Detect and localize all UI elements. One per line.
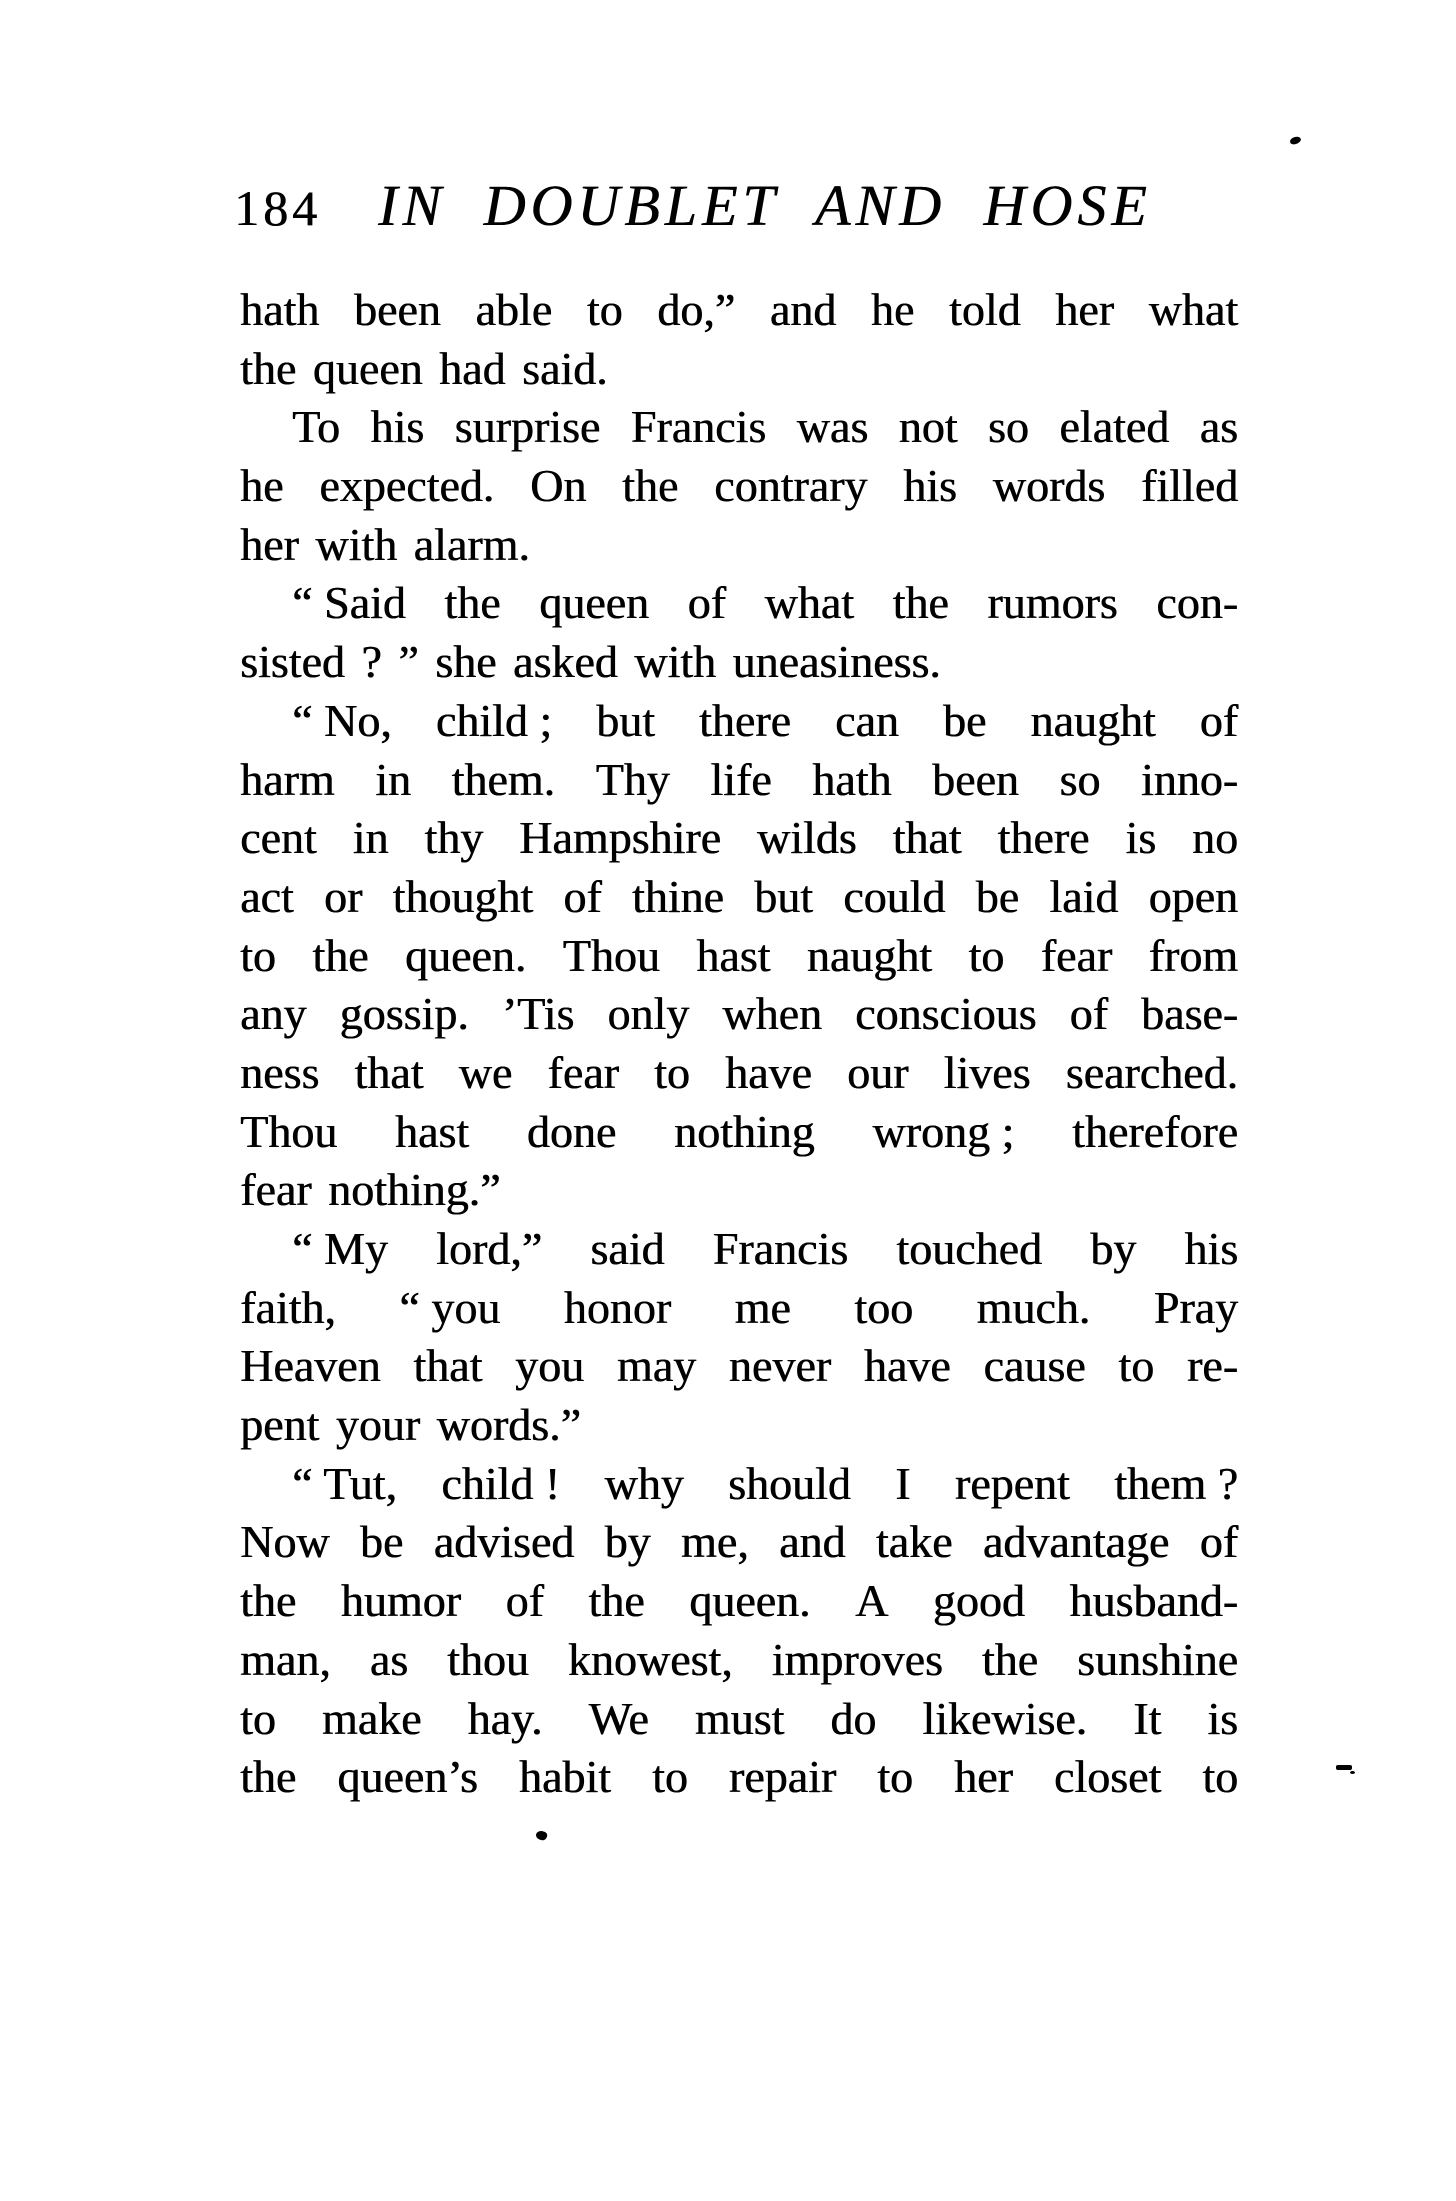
word: his xyxy=(903,460,957,512)
text-line: pent your words.” xyxy=(240,1399,581,1451)
word: to xyxy=(240,1692,276,1744)
word: her xyxy=(954,1751,1013,1803)
word: is xyxy=(1125,812,1156,864)
word: advantage xyxy=(982,1516,1170,1568)
word: been xyxy=(353,284,441,335)
word: of xyxy=(1199,694,1238,746)
word: “ No, xyxy=(292,694,392,746)
page-number: 184 xyxy=(234,180,321,236)
word: “ My xyxy=(292,1223,388,1274)
word: what xyxy=(1148,284,1238,335)
word: gossip. xyxy=(339,988,469,1040)
word: surprise xyxy=(454,401,601,453)
word: too xyxy=(854,1281,913,1333)
word: her xyxy=(1055,284,1114,335)
text-line xyxy=(240,281,1238,340)
word: from xyxy=(1148,929,1238,981)
word: take xyxy=(875,1516,953,1568)
word: be xyxy=(975,870,1019,922)
text-line xyxy=(240,1748,1238,1807)
word: Hampshire xyxy=(519,812,721,864)
word: advised xyxy=(433,1516,575,1568)
word: filled xyxy=(1140,460,1238,512)
word: Thou xyxy=(562,929,660,981)
word: Heaven xyxy=(240,1340,381,1392)
word: the xyxy=(444,577,501,629)
word: thine xyxy=(631,870,724,922)
word: cent xyxy=(240,812,317,864)
word: he xyxy=(870,284,915,335)
text-line xyxy=(240,1513,1238,1572)
word: queen. xyxy=(404,929,527,981)
word: repent xyxy=(954,1457,1070,1509)
word: child ; xyxy=(435,694,552,746)
word: knowest, xyxy=(567,1633,733,1685)
word: of xyxy=(505,1575,544,1627)
word: do,” xyxy=(657,284,736,335)
word: likewise. xyxy=(922,1692,1088,1744)
word: searched. xyxy=(1065,1046,1238,1098)
word: as xyxy=(1199,401,1238,453)
text-line: fear nothing.” xyxy=(240,1164,501,1216)
word: It xyxy=(1133,1692,1162,1744)
word: his xyxy=(370,401,425,453)
word: he xyxy=(240,460,284,512)
word: me xyxy=(734,1281,791,1333)
word: lord,” xyxy=(436,1223,543,1274)
word: or xyxy=(323,870,363,922)
word: repair xyxy=(728,1751,837,1803)
word: humor xyxy=(340,1575,461,1627)
word: not xyxy=(898,401,958,453)
word: laid xyxy=(1049,870,1119,922)
word: fear xyxy=(547,1046,619,1098)
text-line xyxy=(240,692,1238,751)
word: done xyxy=(526,1105,617,1157)
word: thy xyxy=(424,812,484,864)
word: to xyxy=(1202,1751,1238,1803)
word: to xyxy=(654,1046,690,1098)
word: me, xyxy=(680,1516,749,1568)
word: closet xyxy=(1053,1751,1162,1803)
word: is xyxy=(1207,1692,1238,1744)
text-line xyxy=(240,398,1238,457)
text-line xyxy=(240,1279,1238,1338)
word: conscious xyxy=(854,988,1037,1040)
word: therefore xyxy=(1071,1105,1238,1157)
text-line xyxy=(240,1220,1238,1279)
word: “ Tut, xyxy=(292,1457,397,1509)
text-line: her with alarm. xyxy=(240,518,530,570)
word: man, xyxy=(240,1633,331,1685)
word: said xyxy=(590,1223,665,1274)
word: Thy xyxy=(595,753,670,805)
word: act xyxy=(240,870,294,922)
text-line xyxy=(240,1044,1238,1103)
word: naught xyxy=(806,929,932,981)
word: do xyxy=(830,1692,877,1744)
word: the xyxy=(981,1633,1038,1685)
word: Pray xyxy=(1153,1281,1238,1333)
text-line xyxy=(240,985,1238,1044)
word: be xyxy=(942,694,987,746)
word: husband- xyxy=(1069,1575,1238,1627)
word: touched xyxy=(896,1223,1042,1274)
word: queen xyxy=(539,577,649,629)
word: by xyxy=(604,1516,651,1568)
word: harm xyxy=(240,753,335,805)
word: of xyxy=(1069,988,1108,1040)
word: thou xyxy=(447,1633,529,1685)
word: expected. xyxy=(319,460,495,512)
word: much. xyxy=(976,1281,1091,1333)
word: may xyxy=(616,1340,697,1392)
word: never xyxy=(728,1340,831,1392)
word: hath xyxy=(240,284,320,335)
word: contrary xyxy=(714,460,868,512)
word: should xyxy=(728,1457,851,1509)
word: of xyxy=(1199,1516,1238,1568)
word: of xyxy=(687,577,726,629)
word: in xyxy=(352,812,389,864)
word: habit xyxy=(518,1751,611,1803)
word: why xyxy=(604,1457,684,1509)
word: to xyxy=(968,929,1005,981)
text-line xyxy=(240,1337,1238,1396)
word: the xyxy=(312,929,369,981)
word: naught xyxy=(1030,694,1156,746)
word: of xyxy=(563,870,602,922)
text-line xyxy=(240,457,1238,516)
word: to xyxy=(651,1751,688,1803)
word: make xyxy=(321,1692,422,1744)
ink-speck-right-margin xyxy=(1336,1765,1352,1770)
word: by xyxy=(1090,1223,1137,1274)
word: them ? xyxy=(1114,1457,1238,1509)
word: child ! xyxy=(441,1457,561,1509)
word: elated xyxy=(1059,401,1170,453)
word: can xyxy=(834,694,899,746)
text-line xyxy=(240,574,1238,633)
word: so xyxy=(987,401,1029,453)
word: inno- xyxy=(1140,753,1238,805)
word: able xyxy=(475,284,553,335)
word: Francis xyxy=(630,401,767,453)
word: no xyxy=(1191,812,1238,864)
text-line xyxy=(240,751,1238,810)
word: “ Said xyxy=(292,577,406,629)
word: open xyxy=(1148,870,1238,922)
word: thought xyxy=(392,870,534,922)
word: We xyxy=(588,1692,649,1744)
word: but xyxy=(754,870,813,922)
word: wrong ; xyxy=(872,1105,1015,1157)
text-line xyxy=(240,927,1238,986)
word: we xyxy=(458,1046,513,1098)
word: fear xyxy=(1040,929,1113,981)
word: con- xyxy=(1156,577,1238,629)
word: Now xyxy=(240,1516,330,1568)
word: good xyxy=(932,1575,1025,1627)
word: our xyxy=(847,1046,909,1098)
text-line: sisted ? ” she asked with uneasiness. xyxy=(240,636,941,688)
word: words xyxy=(992,460,1106,512)
word: told xyxy=(948,284,1021,335)
word: the xyxy=(240,1575,297,1627)
word: must xyxy=(694,1692,785,1744)
word: improves xyxy=(771,1633,943,1685)
word: hast xyxy=(696,929,771,981)
word: but xyxy=(596,694,655,746)
word: lives xyxy=(943,1046,1031,1098)
word: been xyxy=(931,753,1019,805)
word: any xyxy=(240,988,307,1040)
word: To xyxy=(292,401,340,453)
text-line xyxy=(240,1455,1238,1514)
word: rumors xyxy=(987,577,1118,629)
text-block xyxy=(240,281,1238,1807)
word: “ you xyxy=(399,1281,501,1333)
text-line: the queen had said. xyxy=(240,342,608,394)
word: the xyxy=(892,577,949,629)
text-line xyxy=(240,1103,1238,1162)
word: ness xyxy=(240,1046,320,1098)
word: nothing xyxy=(673,1105,815,1157)
word: in xyxy=(375,753,411,805)
word: Thou xyxy=(240,1105,338,1157)
word: and xyxy=(778,1516,846,1568)
text-line xyxy=(240,1631,1238,1690)
word: cause xyxy=(983,1340,1086,1392)
word: hay. xyxy=(467,1692,543,1744)
word: have xyxy=(863,1340,951,1392)
word: so xyxy=(1059,753,1101,805)
word: queen. xyxy=(689,1575,811,1627)
word: that xyxy=(354,1046,424,1098)
word: queen’s xyxy=(337,1751,478,1803)
running-head xyxy=(0,173,1456,253)
word: and xyxy=(769,284,837,335)
text-line xyxy=(240,1572,1238,1631)
word: that xyxy=(413,1340,483,1392)
word: as xyxy=(369,1633,409,1685)
word: I xyxy=(895,1457,911,1509)
word: base- xyxy=(1140,988,1238,1040)
word: to xyxy=(586,284,623,335)
word: was xyxy=(796,401,869,453)
word: be xyxy=(359,1516,404,1568)
word: there xyxy=(997,812,1090,864)
word: hast xyxy=(394,1105,469,1157)
word: only xyxy=(607,988,690,1040)
word: to xyxy=(877,1751,913,1803)
word: could xyxy=(843,870,946,922)
text-line xyxy=(240,868,1238,927)
word: Francis xyxy=(712,1223,849,1274)
word: there xyxy=(698,694,791,746)
word: the xyxy=(622,460,679,512)
word: have xyxy=(724,1046,812,1098)
word: the xyxy=(588,1575,645,1627)
word: re- xyxy=(1186,1340,1238,1392)
word: ’Tis xyxy=(501,988,575,1040)
text-line xyxy=(240,809,1238,868)
word: to xyxy=(240,929,276,981)
word: you xyxy=(515,1340,585,1392)
word: that xyxy=(892,812,962,864)
word: On xyxy=(530,460,587,512)
text-line xyxy=(240,1690,1238,1749)
word: life xyxy=(710,753,772,805)
word: honor xyxy=(563,1281,672,1333)
word: faith, xyxy=(240,1281,336,1333)
running-title: IN DOUBLET AND HOSE xyxy=(378,173,1152,238)
word: hath xyxy=(812,753,892,805)
word: A xyxy=(855,1575,889,1627)
ink-speck-below-text xyxy=(535,1829,548,1841)
ink-speck-top-right xyxy=(1289,136,1301,145)
word: wilds xyxy=(756,812,857,864)
word: what xyxy=(764,577,854,629)
word: his xyxy=(1184,1223,1238,1274)
word: sunshine xyxy=(1076,1633,1238,1685)
word: them. xyxy=(451,753,555,805)
word: the xyxy=(240,1751,297,1803)
word: when xyxy=(722,988,822,1040)
word: to xyxy=(1118,1340,1155,1392)
